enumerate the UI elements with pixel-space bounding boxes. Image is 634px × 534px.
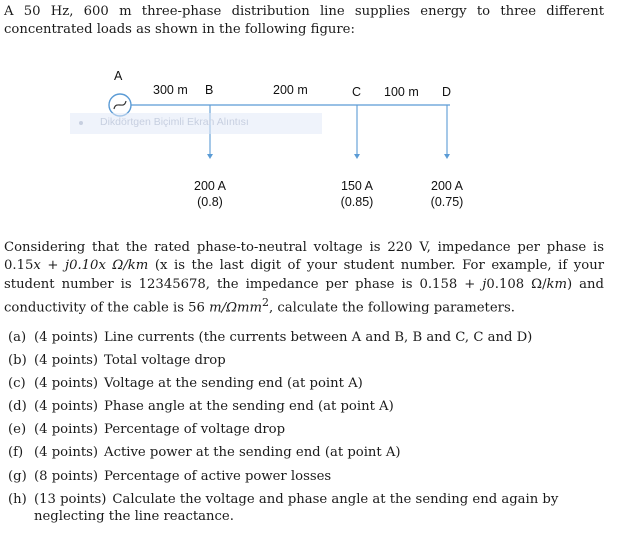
- item-points: (4 points): [34, 399, 99, 415]
- arrow-d-icon: [444, 154, 450, 159]
- item-text: Percentage of active power losses: [104, 468, 332, 484]
- question-item: [0, 491, 610, 525]
- overlay-dot-icon: [79, 121, 83, 125]
- var-x-2: x: [98, 258, 106, 274]
- item-letter: (d): [8, 399, 27, 415]
- item-letter: (e): [8, 422, 27, 438]
- item-points: (4 points): [34, 376, 99, 392]
- load-c-pf: (0.85): [340, 195, 374, 209]
- question-item: [0, 398, 610, 415]
- load-c-current: 150 A: [341, 179, 373, 193]
- node-d-label: D: [442, 85, 452, 99]
- question-item: [0, 329, 610, 346]
- load-b-pf: (0.8): [197, 195, 223, 209]
- problem-plus: +: [40, 258, 59, 274]
- question-item: [0, 444, 610, 461]
- unit-km: km: [546, 276, 568, 292]
- load-d: [417, 178, 477, 210]
- load-b: [180, 178, 240, 210]
- question-item: [0, 352, 610, 369]
- conductivity-unit: m/Ωmm: [209, 300, 263, 316]
- item-points: (8 points): [34, 468, 99, 484]
- problem-text-3: (x is the last digit of your student number. For example, if your student number is 12345678, the impedance per phase is 0.158 +: [4, 258, 604, 292]
- item-text: Phase angle at the sending end (at point A): [104, 399, 394, 415]
- item-letter: (a): [8, 330, 27, 345]
- item-text: Line currents (the currents between A and B, B and C, C and D): [104, 330, 533, 345]
- item-points: (13 points): [34, 491, 107, 507]
- item-text: Calculate the voltage and phase angle at the sending end again by neglecting the line reactance.: [34, 491, 559, 524]
- question-item: [0, 468, 610, 485]
- problem-statement: [4, 239, 604, 318]
- item-letter: (c): [8, 376, 26, 392]
- problem-text-1: Considering that the rated phase-to-neutral voltage is 220 V, impedance per phase is 0.15: [4, 240, 604, 274]
- load-d-current: 200 A: [431, 179, 463, 193]
- item-letter: (g): [8, 468, 27, 484]
- question-item: [0, 421, 610, 438]
- problem-text-4: ) and conductivity of the cable is 56: [4, 276, 604, 316]
- load-c: [327, 178, 387, 210]
- var-x-1: x: [33, 258, 41, 274]
- line-drawing: [0, 62, 634, 222]
- item-points: (4 points): [34, 422, 99, 438]
- item-points: (4 points): [34, 445, 99, 461]
- segment-cd-label: 100 m: [384, 85, 419, 99]
- problem-text-5: , calculate the following parameters.: [269, 300, 515, 316]
- load-d-pf: (0.75): [430, 195, 464, 209]
- question-list: [0, 329, 610, 531]
- arrow-b-icon: [207, 154, 213, 159]
- node-b-label: B: [205, 83, 214, 97]
- impedance-unit: Ω/km: [105, 258, 149, 274]
- overlay-label: Dikdörtgen Biçimli Ekran Alıntısı: [100, 116, 249, 128]
- question-item: [0, 375, 610, 392]
- arrow-c-icon: [354, 154, 360, 159]
- sine-wave-icon: [114, 101, 126, 109]
- item-letter: (h): [8, 491, 27, 507]
- unit-exponent: 2: [262, 296, 270, 310]
- node-c-label: C: [352, 85, 362, 99]
- item-text: Voltage at the sending end (at point A): [104, 376, 363, 392]
- distribution-line-diagram: [0, 62, 634, 222]
- load-b-current: 200 A: [194, 179, 226, 193]
- item-points: (4 points): [34, 330, 99, 345]
- segment-bc-label: 200 m: [273, 83, 308, 97]
- item-text: Active power at the sending end (at point A): [104, 445, 401, 461]
- imag-term: j0.10: [64, 258, 99, 274]
- segment-ab-label: 300 m: [153, 83, 188, 97]
- item-text: Total voltage drop: [104, 353, 226, 369]
- intro-paragraph: A 50 Hz, 600 m three-phase distribution line supplies energy to three different concentrated loads as shown in the following figure:: [4, 4, 604, 38]
- item-letter: (b): [8, 353, 27, 369]
- item-text: Percentage of voltage drop: [104, 422, 286, 438]
- var-j: j: [482, 276, 487, 292]
- example-impedance: 0.108 Ω/: [486, 276, 547, 292]
- node-a-label: A: [114, 69, 123, 83]
- item-letter: (f): [8, 445, 24, 461]
- item-points: (4 points): [34, 353, 99, 369]
